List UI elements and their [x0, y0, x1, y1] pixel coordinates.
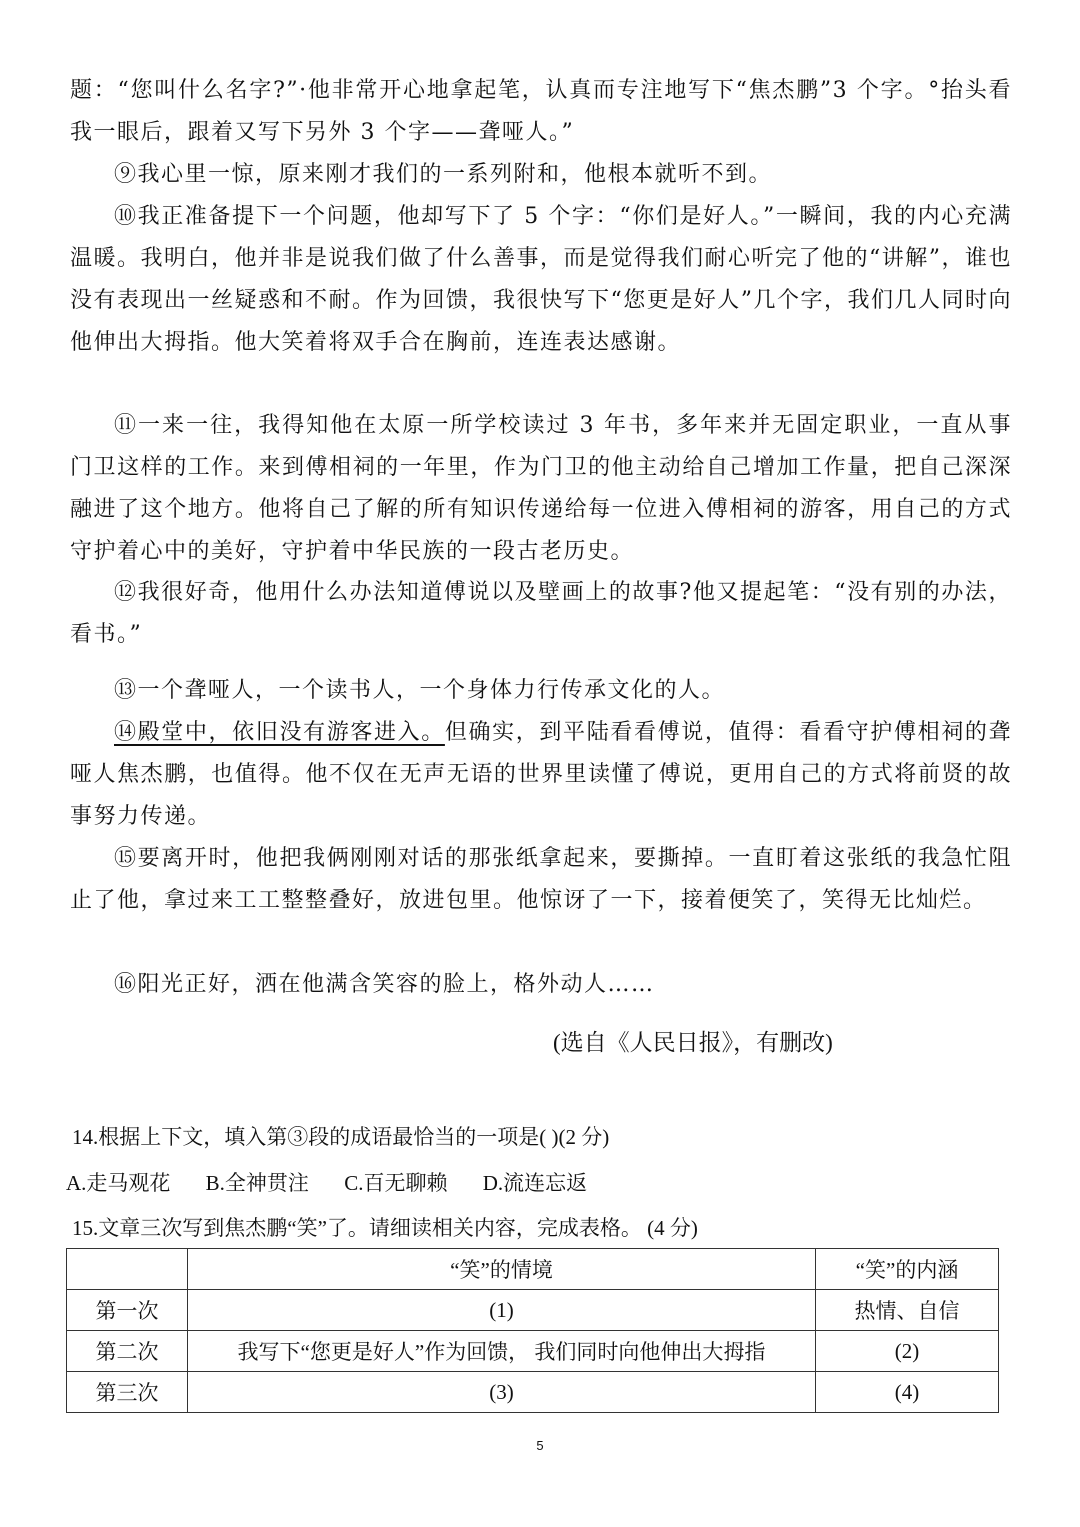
- table-cell: 热情、自信: [816, 1290, 999, 1331]
- answer-blank-cell[interactable]: (4): [816, 1372, 999, 1413]
- paragraph-9: ⑨我心里一惊，原来刚才我们的一系列附和，他根本就听不到。: [114, 162, 773, 187]
- table-row: [67, 1331, 999, 1372]
- source-citation: (选自《人民日报》，有删改): [553, 1030, 833, 1055]
- question-14: 14.根据上下文，填入第③段的成语最恰当的一项是( )(2 分): [72, 1125, 610, 1149]
- table-header-cell: “笑”的情境: [188, 1249, 816, 1290]
- option-c: C.百无聊赖: [344, 1171, 448, 1195]
- paragraph-continuation: 题：“您叫什么名字?”·他非常开心地拿起笔，认真而专注地写下“焦杰鹏”3 个字。°抬头看我一眼后，跟着又写下另外 3 个字——聋哑人。”: [70, 78, 1012, 145]
- question-15: 15.文章三次写到焦杰鹏“笑”了。请细读相关内容，完成表格。 (4 分): [72, 1216, 698, 1240]
- underlined-sentence: ⑭殿堂中，依旧没有游客进入。: [114, 720, 445, 745]
- table-header-cell: “笑”的内涵: [816, 1249, 999, 1290]
- paragraph-16: ⑯阳光正好，洒在他满含笑容的脸上，格外动人……: [114, 972, 655, 997]
- paragraph-12: ⑫我很好奇，他用什么办法知道傅说以及壁画上的故事?他又提起笔：“没有别的办法，看书。”: [70, 580, 1012, 647]
- table-cell: 第一次: [67, 1290, 188, 1331]
- paragraph-14: [70, 712, 1012, 838]
- table-cell: 我写下“您更是好人”作为回馈， 我们同时向他伸出大拇指: [188, 1331, 816, 1372]
- option-d: D.流连忘返: [482, 1171, 588, 1195]
- table-header-row: [67, 1249, 999, 1290]
- paragraph-11: ⑪一来一往，我得知他在太原一所学校读过 3 年书，多年来并无固定职业，一直从事门卫这样的工作。来到傅相祠的一年里，作为门卫的他主动给自己增加工作量，把自己深深融进了这个地方。他将自己了解的所有知识传递给每一位进入傅相祠的游客，用自己的方式守护着心中的美好，守护着中华民族的一段古老历史。: [70, 413, 1012, 564]
- paragraph-15: ⑮要离开时，他把我俩刚刚对话的那张纸拿起来，要撕掉。一直盯着这张纸的我急忙阻止了他，拿过来工工整整叠好，放进包里。他惊讶了一下，接着便笑了，笑得无比灿烂。: [70, 846, 1012, 913]
- page-number: 5: [536, 1438, 544, 1453]
- table-row: [67, 1290, 999, 1331]
- option-a: A.走马观花: [66, 1171, 171, 1195]
- table-cell: 第二次: [67, 1331, 188, 1372]
- answer-table: [66, 1248, 999, 1413]
- table-cell: 第三次: [67, 1372, 188, 1413]
- answer-blank-cell[interactable]: (1): [188, 1290, 816, 1331]
- answer-blank-cell[interactable]: (3): [188, 1372, 816, 1413]
- paragraph-10: ⑩我正准备提下一个问题，他却写下了 5 个字：“你们是好人。”一瞬间，我的内心充满温暖。我明白，他并非是说我们做了什么善事，而是觉得我们耐心听完了他的“讲解”，谁也没有表现出一丝疑惑和不耐。作为回馈，我很快写下“您更是好人”几个字，我们几人同时向他伸出大拇指。他大笑着将双手合在胸前，连连表达感谢。: [70, 204, 1012, 355]
- option-b: B.全神贯注: [205, 1171, 309, 1195]
- paragraph-14-rest: 但确实，到平陆看看傅说，值得：看看守护傅相祠的聋哑人焦杰鹏，也值得。他不仅在无声无语的世界里读懂了傅说，更用自己的方式将前贤的故事努力传递。: [70, 720, 1012, 829]
- table-row: [67, 1372, 999, 1413]
- question-14-options: [66, 1167, 617, 1197]
- table-header-cell: [67, 1249, 188, 1290]
- answer-blank-cell[interactable]: (2): [816, 1331, 999, 1372]
- paragraph-13: ⑬一个聋哑人，一个读书人，一个身体力行传承文化的人。: [114, 678, 726, 703]
